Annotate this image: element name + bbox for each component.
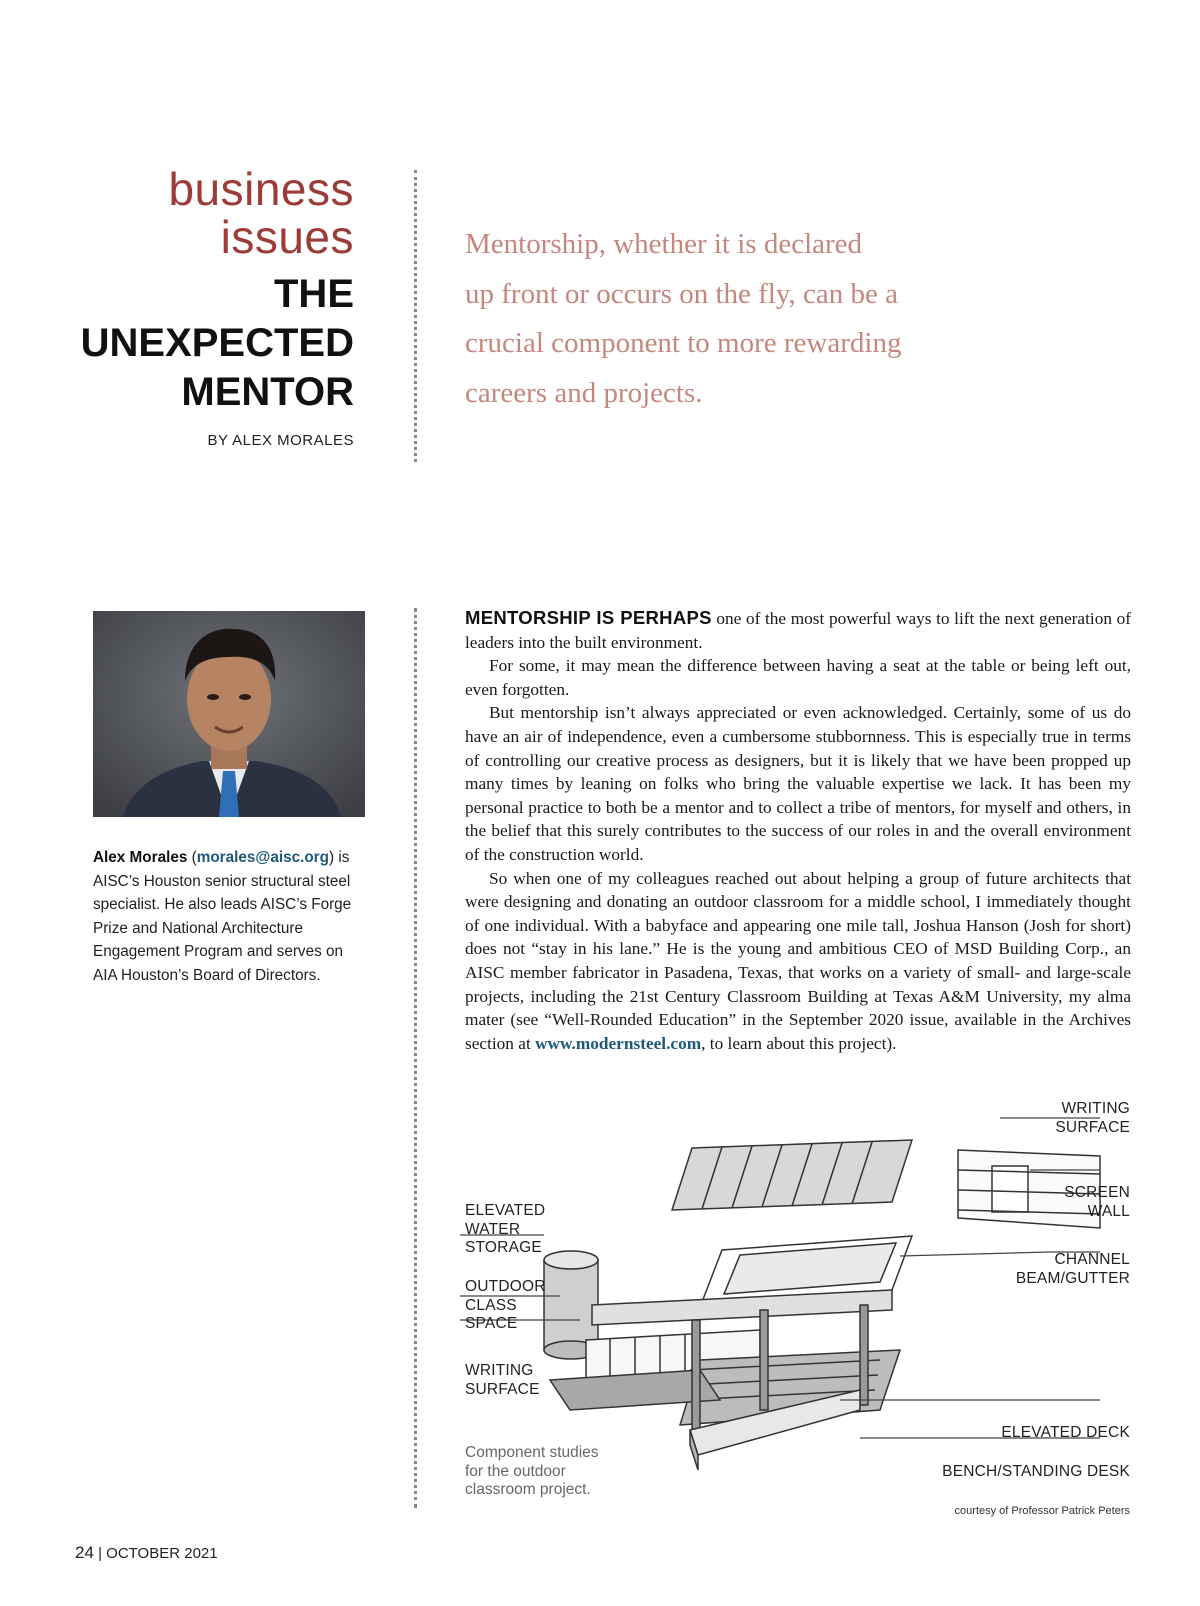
website-link[interactable]: www.modernsteel.com xyxy=(535,1033,702,1053)
label-class-line-2: CLASS xyxy=(465,1296,517,1314)
label-elevated-water-storage xyxy=(465,1202,545,1258)
article-title-line-3: MENTOR xyxy=(181,370,354,414)
dotted-divider-top xyxy=(414,170,417,462)
label-channel-line-2: BEAM/GUTTER xyxy=(1015,1269,1130,1287)
byline: BY ALEX MORALES xyxy=(207,432,354,449)
label-writing-surface-left xyxy=(465,1362,540,1399)
deck-line-3: crucial component to more rewarding xyxy=(465,327,902,359)
figure-credit: courtesy of Professor Patrick Peters xyxy=(954,1505,1130,1517)
label-writing-left-line-1: WRITING xyxy=(465,1362,534,1379)
label-outdoor-class-space xyxy=(465,1278,546,1334)
bio-close-paren: ) xyxy=(328,849,335,866)
deck-line-4: careers and projects. xyxy=(465,376,703,409)
label-channel-beam-gutter xyxy=(960,1251,1130,1288)
label-class-line-3: SPACE xyxy=(465,1315,518,1332)
label-screen-wall xyxy=(980,1184,1130,1221)
paragraph-4-text: So when one of my colleagues reached out about helping a group of future architects that were designing and donating an outdoor classroom for a middle school, I immediately thought of one individual. With a babyface and appearing one mile tall, Joshua Hanson (Josh for short) does not “stay in his lane.” He is the young and ambitious CEO of MSD Building Corp., an AISC member fabricator in Pasadena, Texas, that works on a variety of small- and large-scale projects, including the 21st Century Classroom Building at Texas A&M University, my alma mater (see “Well-Rounded Education” in the September 2020 issue, available in the Archives section at xyxy=(465,868,1131,1053)
label-writing-surface-right xyxy=(980,1100,1130,1137)
label-screen-line-1: SCREEN xyxy=(1064,1184,1130,1201)
bio-text: is AISC’s Houston senior structural steel specialist. He also leads AISC’s Forge Prize and National Architecture Engagement Program and serves on AIA Houston’s Board of Directors. xyxy=(93,849,352,984)
caption-line-2: for the outdoor xyxy=(465,1462,566,1480)
label-screen-line-2: WALL xyxy=(1087,1202,1130,1220)
article-title-line-2: UNEXPECTED xyxy=(80,321,354,365)
author-photo xyxy=(93,611,365,817)
article-title-line-1: THE xyxy=(274,272,354,316)
figure-caption xyxy=(465,1444,665,1500)
author-name: Alex Morales xyxy=(93,849,188,866)
author-portrait-illustration xyxy=(93,611,365,817)
label-writing-left-line-2: SURFACE xyxy=(465,1380,540,1398)
caption-line-1: Component studies xyxy=(465,1444,599,1461)
paragraph-1 xyxy=(465,606,1131,654)
article-body xyxy=(465,606,1131,1055)
author-bio xyxy=(93,846,368,988)
label-water-line-3: STORAGE xyxy=(465,1239,542,1256)
page-folio xyxy=(75,1543,218,1563)
paragraph-1-text: one of the most powerful ways to lift the next generation of leaders into the built environment. xyxy=(465,609,1131,652)
section-label-business: business xyxy=(168,163,354,215)
bio-open-paren: ( xyxy=(187,849,197,866)
label-water-line-1: ELEVATED xyxy=(465,1202,546,1219)
label-writing-right-line-1: WRITING xyxy=(1061,1100,1130,1117)
label-bench-standing-desk: BENCH/STANDING DESK xyxy=(942,1463,1130,1480)
label-channel-line-1: CHANNEL xyxy=(1054,1251,1130,1268)
paragraph-3: But mentorship isn’t always appreciated or even acknowledged. Certainly, some of us do have an air of independence, even a cumbersome stubbornness. This is especially true in terms of controlling our creative process as designers, but it is likely that we have been propped up many times by leaning on folks who bring the valuable expertise we lack. It has been my personal practice to both be a mentor and to collect a tribe of mentors, for myself and others, in the belief that this surely contributes to the success of our roles in and the overall environment of the construction world. xyxy=(465,703,1131,864)
dotted-divider-bottom xyxy=(414,608,417,1508)
deck-line-1: Mentorship, whether it is declared xyxy=(465,228,863,260)
lead-in: MENTORSHIP IS PERHAPS xyxy=(465,607,712,628)
label-elevated-deck: ELEVATED DECK xyxy=(1001,1424,1130,1441)
paragraph-2: For some, it may mean the difference between having a seat at the table or being left out, even forgotten. xyxy=(465,656,1131,699)
deck xyxy=(465,220,985,418)
deck-line-2: up front or occurs on the fly, can be a xyxy=(465,277,898,310)
issue-date: OCTOBER 2021 xyxy=(106,1545,218,1562)
section-label-issues: issues xyxy=(220,211,354,263)
paragraph-4 xyxy=(465,867,1131,1056)
author-email-link[interactable]: morales@aisc.org xyxy=(196,849,329,866)
label-writing-right-line-2: SURFACE xyxy=(1055,1118,1130,1136)
caption-line-3: classroom project. xyxy=(465,1481,591,1498)
page-number: 24 xyxy=(75,1543,94,1562)
label-water-line-2: WATER xyxy=(465,1220,521,1238)
folio-separator: | xyxy=(93,1545,107,1562)
paragraph-4-end: , to learn about this project). xyxy=(701,1033,897,1053)
label-class-line-1: OUTDOOR xyxy=(465,1278,546,1295)
